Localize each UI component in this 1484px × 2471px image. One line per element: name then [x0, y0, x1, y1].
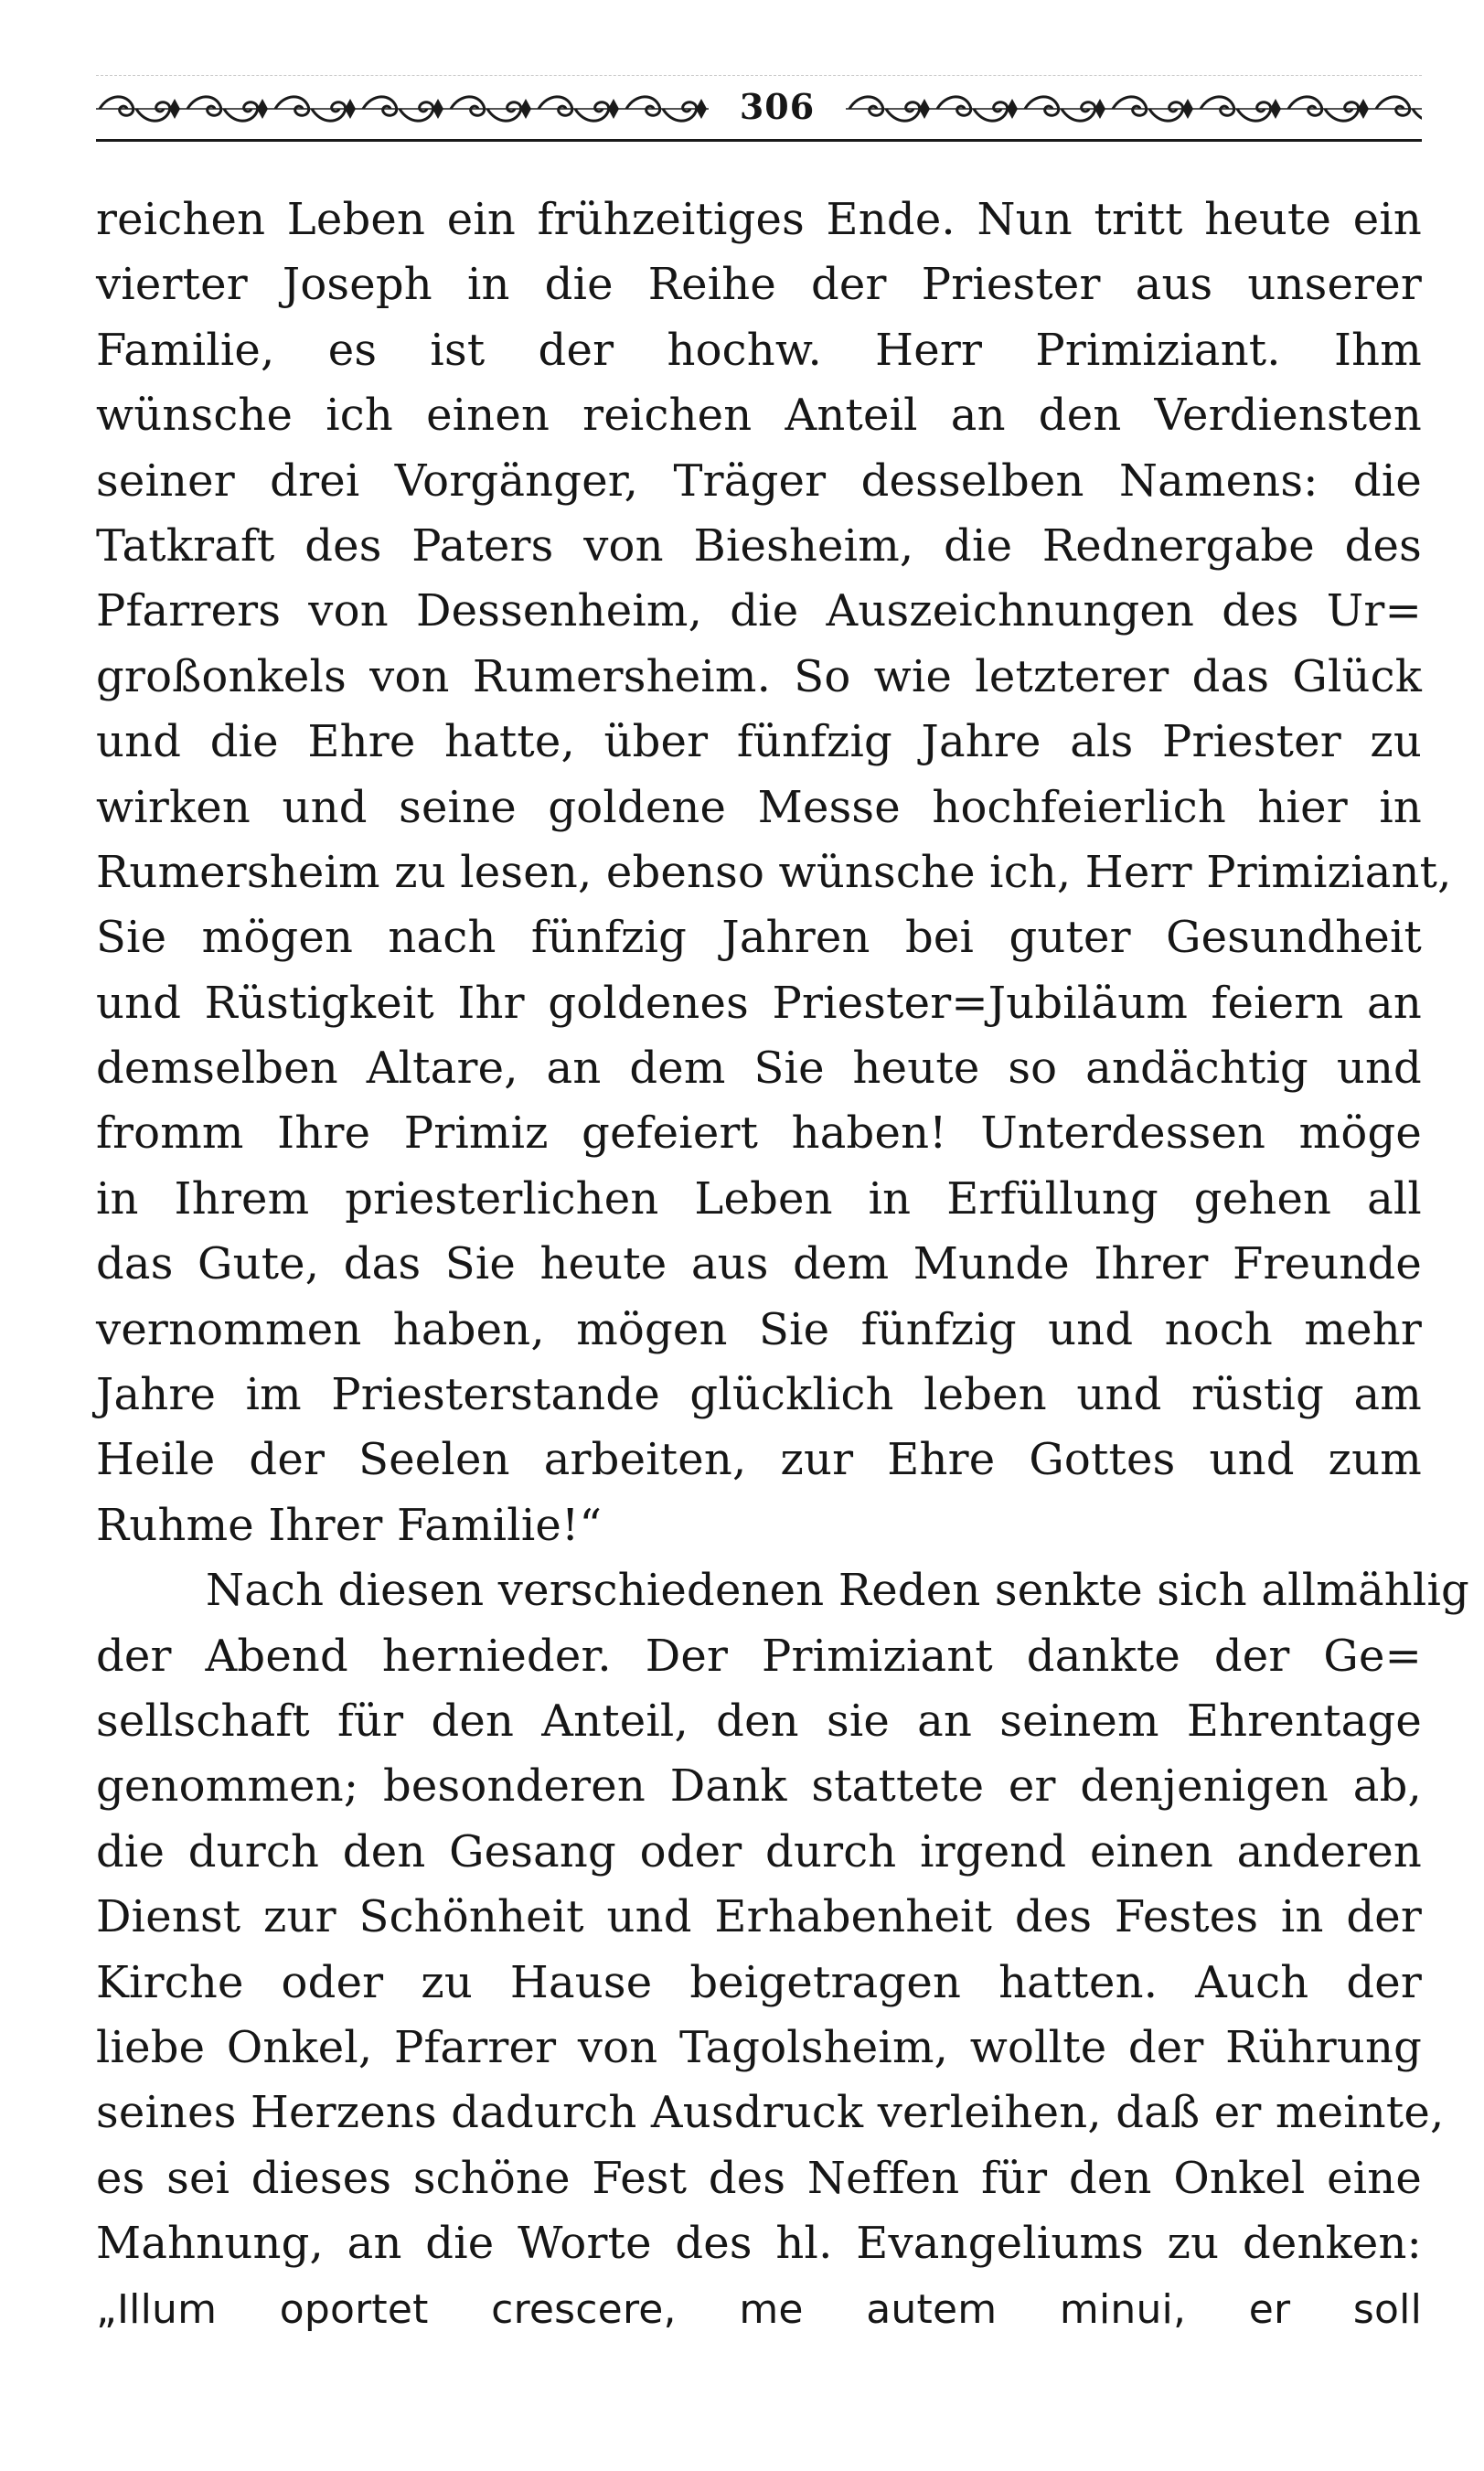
body-text [96, 187, 1469, 2342]
header-ornament-left [96, 90, 709, 128]
text-line: Sie mögen nach fünfzig Jahren bei guter Gesundheit [96, 912, 1422, 964]
text-line: in Ihrem priesterlichen Leben in Erfüllung gehen all [96, 1172, 1422, 1225]
text-line: reichen Leben ein frühzeitiges Ende. Nun tritt heute ein [96, 194, 1422, 245]
text-line: Rumersheim zu lesen, ebenso wünsche ich, Herr Primiziant, [96, 846, 1452, 898]
text-line: Heile der Seelen arbeiten, zur Ehre Gottes und zum [96, 1434, 1422, 1486]
text-line: und Rüstigkeit Ihr goldenes Priester=Jubiläum feiern an [96, 977, 1422, 1029]
text-line: Familie, es ist der hochw. Herr Primiziant. Ihm [96, 324, 1422, 376]
text-line: seiner drei Vorgänger, Träger desselben Namens: die [96, 455, 1422, 507]
text-line: Jahre im Priesterstande glücklich leben und rüstig am [96, 1369, 1422, 1421]
text-line: demselben Altare, an dem Sie heute so andächtig und [96, 1043, 1422, 1095]
text-line: die durch den Gesang oder durch irgend einen anderen [96, 1825, 1422, 1877]
page-header [96, 55, 1422, 165]
text-line: das Gute, das Sie heute aus dem Munde Ihrer Freunde [96, 1238, 1422, 1290]
latin-quote-line: „Illum oportet crescere, me autem minui, er soll [96, 2285, 1422, 2333]
text-line: fromm Ihre Primiz gefeiert haben! Unterdessen möge [96, 1107, 1422, 1160]
text-line: vierter Joseph in die Reihe der Priester aus unserer [96, 259, 1422, 311]
text-line: Kirche oder zu Hause beigetragen hatten. Auch der [96, 1956, 1422, 2008]
text-line: sellschaft für den Anteil, den sie an seinem Ehrentage [96, 1695, 1422, 1747]
text-line: Tatkraft des Paters von Biesheim, die Rednergabe des [96, 519, 1422, 572]
text-line: Mahnung, an die Worte des hl. Evangeliums zu denken: [96, 2218, 1422, 2270]
text-line: wünsche ich einen reichen Anteil an den Verdiensten [96, 390, 1422, 442]
paragraph-first-line: Nach diesen verschiedenen Reden senkte sich allmählig [206, 1565, 1469, 1617]
text-line: vernommen haben, mögen Sie fünfzig und noch mehr [96, 1303, 1422, 1355]
text-line: der Abend hernieder. Der Primiziant dankte der Ge= [96, 1630, 1422, 1682]
top-faint-line [96, 75, 1422, 76]
text-line: seines Herzens dadurch Ausdruck verleihen, daß er meinte, [96, 2087, 1445, 2139]
text-line: wirken und seine goldene Messe hochfeierlich hier in [96, 781, 1422, 833]
text-line: Dienst zur Schönheit und Erhabenheit des Festes in der [96, 1891, 1422, 1943]
header-ornament-right [846, 90, 1422, 128]
header-rule [96, 139, 1422, 142]
page-number: 306 [739, 86, 816, 127]
text-line: Ruhme Ihrer Familie!“ [96, 1499, 603, 1551]
text-line: großonkels von Rumersheim. So wie letzterer das Glück [96, 650, 1422, 702]
text-line: Pfarrers von Dessenheim, die Auszeichnungen des Ur= [96, 585, 1422, 637]
text-line: und die Ehre hatte, über fünfzig Jahre als Priester zu [96, 716, 1422, 768]
text-line: genommen; besonderen Dank stattete er denjenigen ab, [96, 1760, 1422, 1813]
text-line: es sei dieses schöne Fest des Neffen für den Onkel eine [96, 2152, 1422, 2204]
text-line: liebe Onkel, Pfarrer von Tagolsheim, wollte der Rührung [96, 2021, 1422, 2073]
